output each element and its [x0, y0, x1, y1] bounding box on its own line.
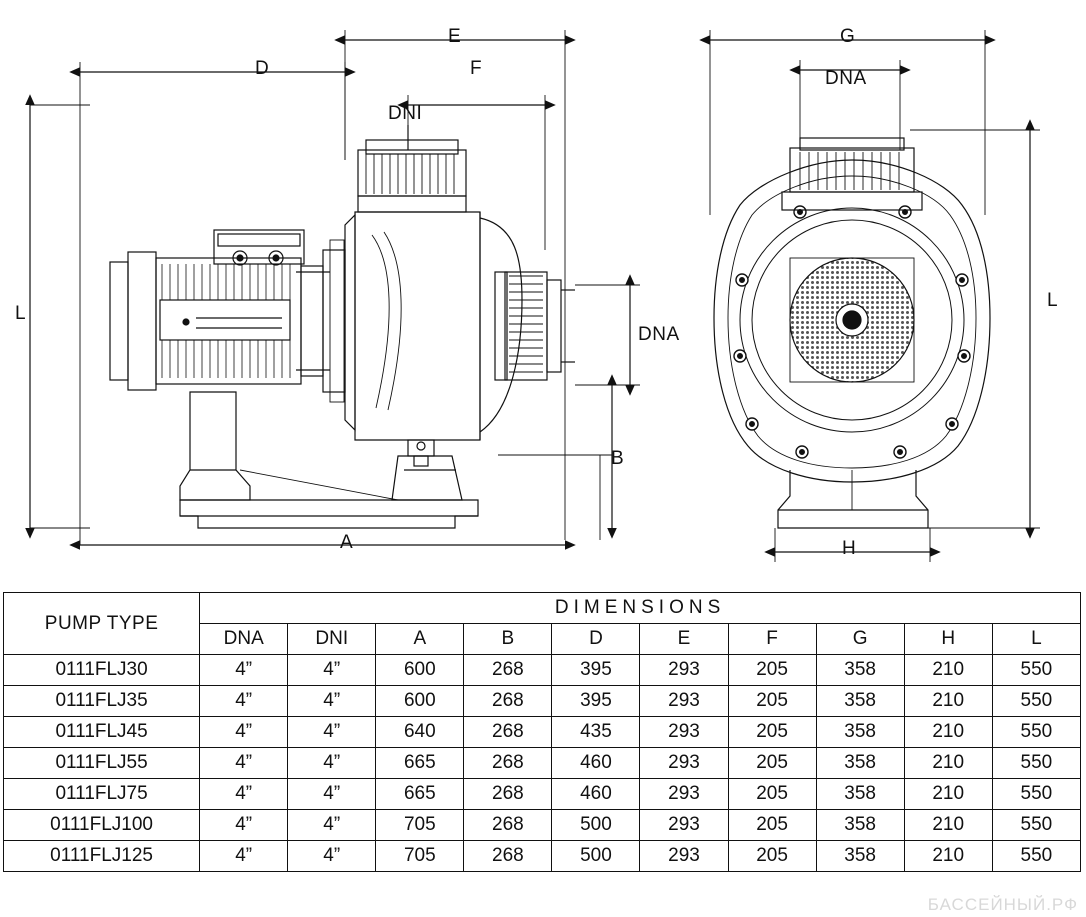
cell-e: 293: [640, 748, 728, 779]
cell-f: 205: [728, 686, 816, 717]
header-col-a: A: [376, 624, 464, 655]
cell-d: 395: [552, 655, 640, 686]
header-col-d: D: [552, 624, 640, 655]
cell-e: 293: [640, 717, 728, 748]
cell-dna: 4”: [200, 810, 288, 841]
cell-dna: 4”: [200, 717, 288, 748]
cell-model: 0111FLJ75: [4, 779, 200, 810]
cell-dna: 4”: [200, 841, 288, 872]
header-col-b: B: [464, 624, 552, 655]
cell-g: 358: [816, 841, 904, 872]
cell-model: 0111FLJ55: [4, 748, 200, 779]
header-col-dna: DNA: [200, 624, 288, 655]
table-header-row-1: [4, 593, 1081, 624]
cell-l: 550: [992, 841, 1080, 872]
header-col-g: G: [816, 624, 904, 655]
table-row: [4, 841, 1081, 872]
dim-label-DNA-side: DNA: [638, 324, 680, 345]
header-dimensions: DIMENSIONS: [200, 593, 1081, 624]
header-col-l: L: [992, 624, 1080, 655]
dim-label-E: E: [448, 26, 462, 47]
dim-label-F: F: [470, 58, 483, 79]
cell-dni: 4”: [288, 655, 376, 686]
watermark-text: БАССЕЙНЫЙ.РФ: [927, 895, 1078, 914]
cell-model: 0111FLJ100: [4, 810, 200, 841]
cell-d: 435: [552, 717, 640, 748]
cell-h: 210: [904, 779, 992, 810]
header-col-f: F: [728, 624, 816, 655]
cell-model: 0111FLJ35: [4, 686, 200, 717]
dim-label-B: B: [611, 448, 625, 469]
cell-a: 665: [376, 779, 464, 810]
table-row: [4, 717, 1081, 748]
cell-dni: 4”: [288, 841, 376, 872]
cell-h: 210: [904, 810, 992, 841]
cell-b: 268: [464, 748, 552, 779]
cell-e: 293: [640, 810, 728, 841]
cell-model: 0111FLJ125: [4, 841, 200, 872]
cell-dni: 4”: [288, 686, 376, 717]
cell-h: 210: [904, 686, 992, 717]
cell-d: 395: [552, 686, 640, 717]
cell-dna: 4”: [200, 655, 288, 686]
table-row: [4, 779, 1081, 810]
cell-a: 600: [376, 655, 464, 686]
cell-a: 640: [376, 717, 464, 748]
cell-l: 550: [992, 655, 1080, 686]
cell-g: 358: [816, 748, 904, 779]
dim-label-DNA-front: DNA: [825, 68, 867, 89]
cell-a: 665: [376, 748, 464, 779]
cell-dna: 4”: [200, 686, 288, 717]
cell-b: 268: [464, 686, 552, 717]
cell-l: 550: [992, 779, 1080, 810]
cell-b: 268: [464, 841, 552, 872]
dim-label-DNI: DNI: [388, 103, 423, 124]
cell-b: 268: [464, 779, 552, 810]
header-col-h: H: [904, 624, 992, 655]
cell-e: 293: [640, 841, 728, 872]
header-pump-type: PUMP TYPE: [4, 593, 200, 655]
cell-h: 210: [904, 841, 992, 872]
header-col-dni: DNI: [288, 624, 376, 655]
dim-label-D: D: [255, 58, 270, 79]
header-col-e: E: [640, 624, 728, 655]
cell-d: 500: [552, 841, 640, 872]
cell-d: 460: [552, 748, 640, 779]
cell-f: 205: [728, 655, 816, 686]
cell-dni: 4”: [288, 810, 376, 841]
dim-label-L-left: L: [15, 303, 27, 324]
cell-a: 600: [376, 686, 464, 717]
dim-label-L-right: L: [1047, 290, 1059, 311]
cell-h: 210: [904, 717, 992, 748]
cell-dna: 4”: [200, 748, 288, 779]
table-row: [4, 655, 1081, 686]
cell-b: 268: [464, 810, 552, 841]
cell-h: 210: [904, 655, 992, 686]
cell-d: 500: [552, 810, 640, 841]
cell-l: 550: [992, 748, 1080, 779]
cell-e: 293: [640, 686, 728, 717]
cell-dni: 4”: [288, 748, 376, 779]
cell-l: 550: [992, 810, 1080, 841]
table-row: [4, 810, 1081, 841]
cell-l: 550: [992, 717, 1080, 748]
cell-g: 358: [816, 686, 904, 717]
cell-e: 293: [640, 779, 728, 810]
cell-l: 550: [992, 686, 1080, 717]
cell-f: 205: [728, 841, 816, 872]
table-row: [4, 748, 1081, 779]
dimensions-table: [3, 592, 1081, 872]
cell-f: 205: [728, 717, 816, 748]
cell-model: 0111FLJ45: [4, 717, 200, 748]
cell-g: 358: [816, 779, 904, 810]
cell-b: 268: [464, 717, 552, 748]
cell-g: 358: [816, 655, 904, 686]
cell-b: 268: [464, 655, 552, 686]
cell-dna: 4”: [200, 779, 288, 810]
cell-e: 293: [640, 655, 728, 686]
cell-f: 205: [728, 748, 816, 779]
cell-f: 205: [728, 779, 816, 810]
dim-label-A: A: [340, 532, 354, 553]
cell-h: 210: [904, 748, 992, 779]
cell-g: 358: [816, 810, 904, 841]
table-row: [4, 686, 1081, 717]
dim-label-G: G: [840, 26, 856, 47]
cell-g: 358: [816, 717, 904, 748]
cell-model: 0111FLJ30: [4, 655, 200, 686]
dim-label-H: H: [842, 538, 857, 559]
cell-dni: 4”: [288, 717, 376, 748]
cell-dni: 4”: [288, 779, 376, 810]
cell-a: 705: [376, 841, 464, 872]
cell-f: 205: [728, 810, 816, 841]
cell-a: 705: [376, 810, 464, 841]
dimensions-table-wrap: [3, 592, 1083, 872]
cell-d: 460: [552, 779, 640, 810]
